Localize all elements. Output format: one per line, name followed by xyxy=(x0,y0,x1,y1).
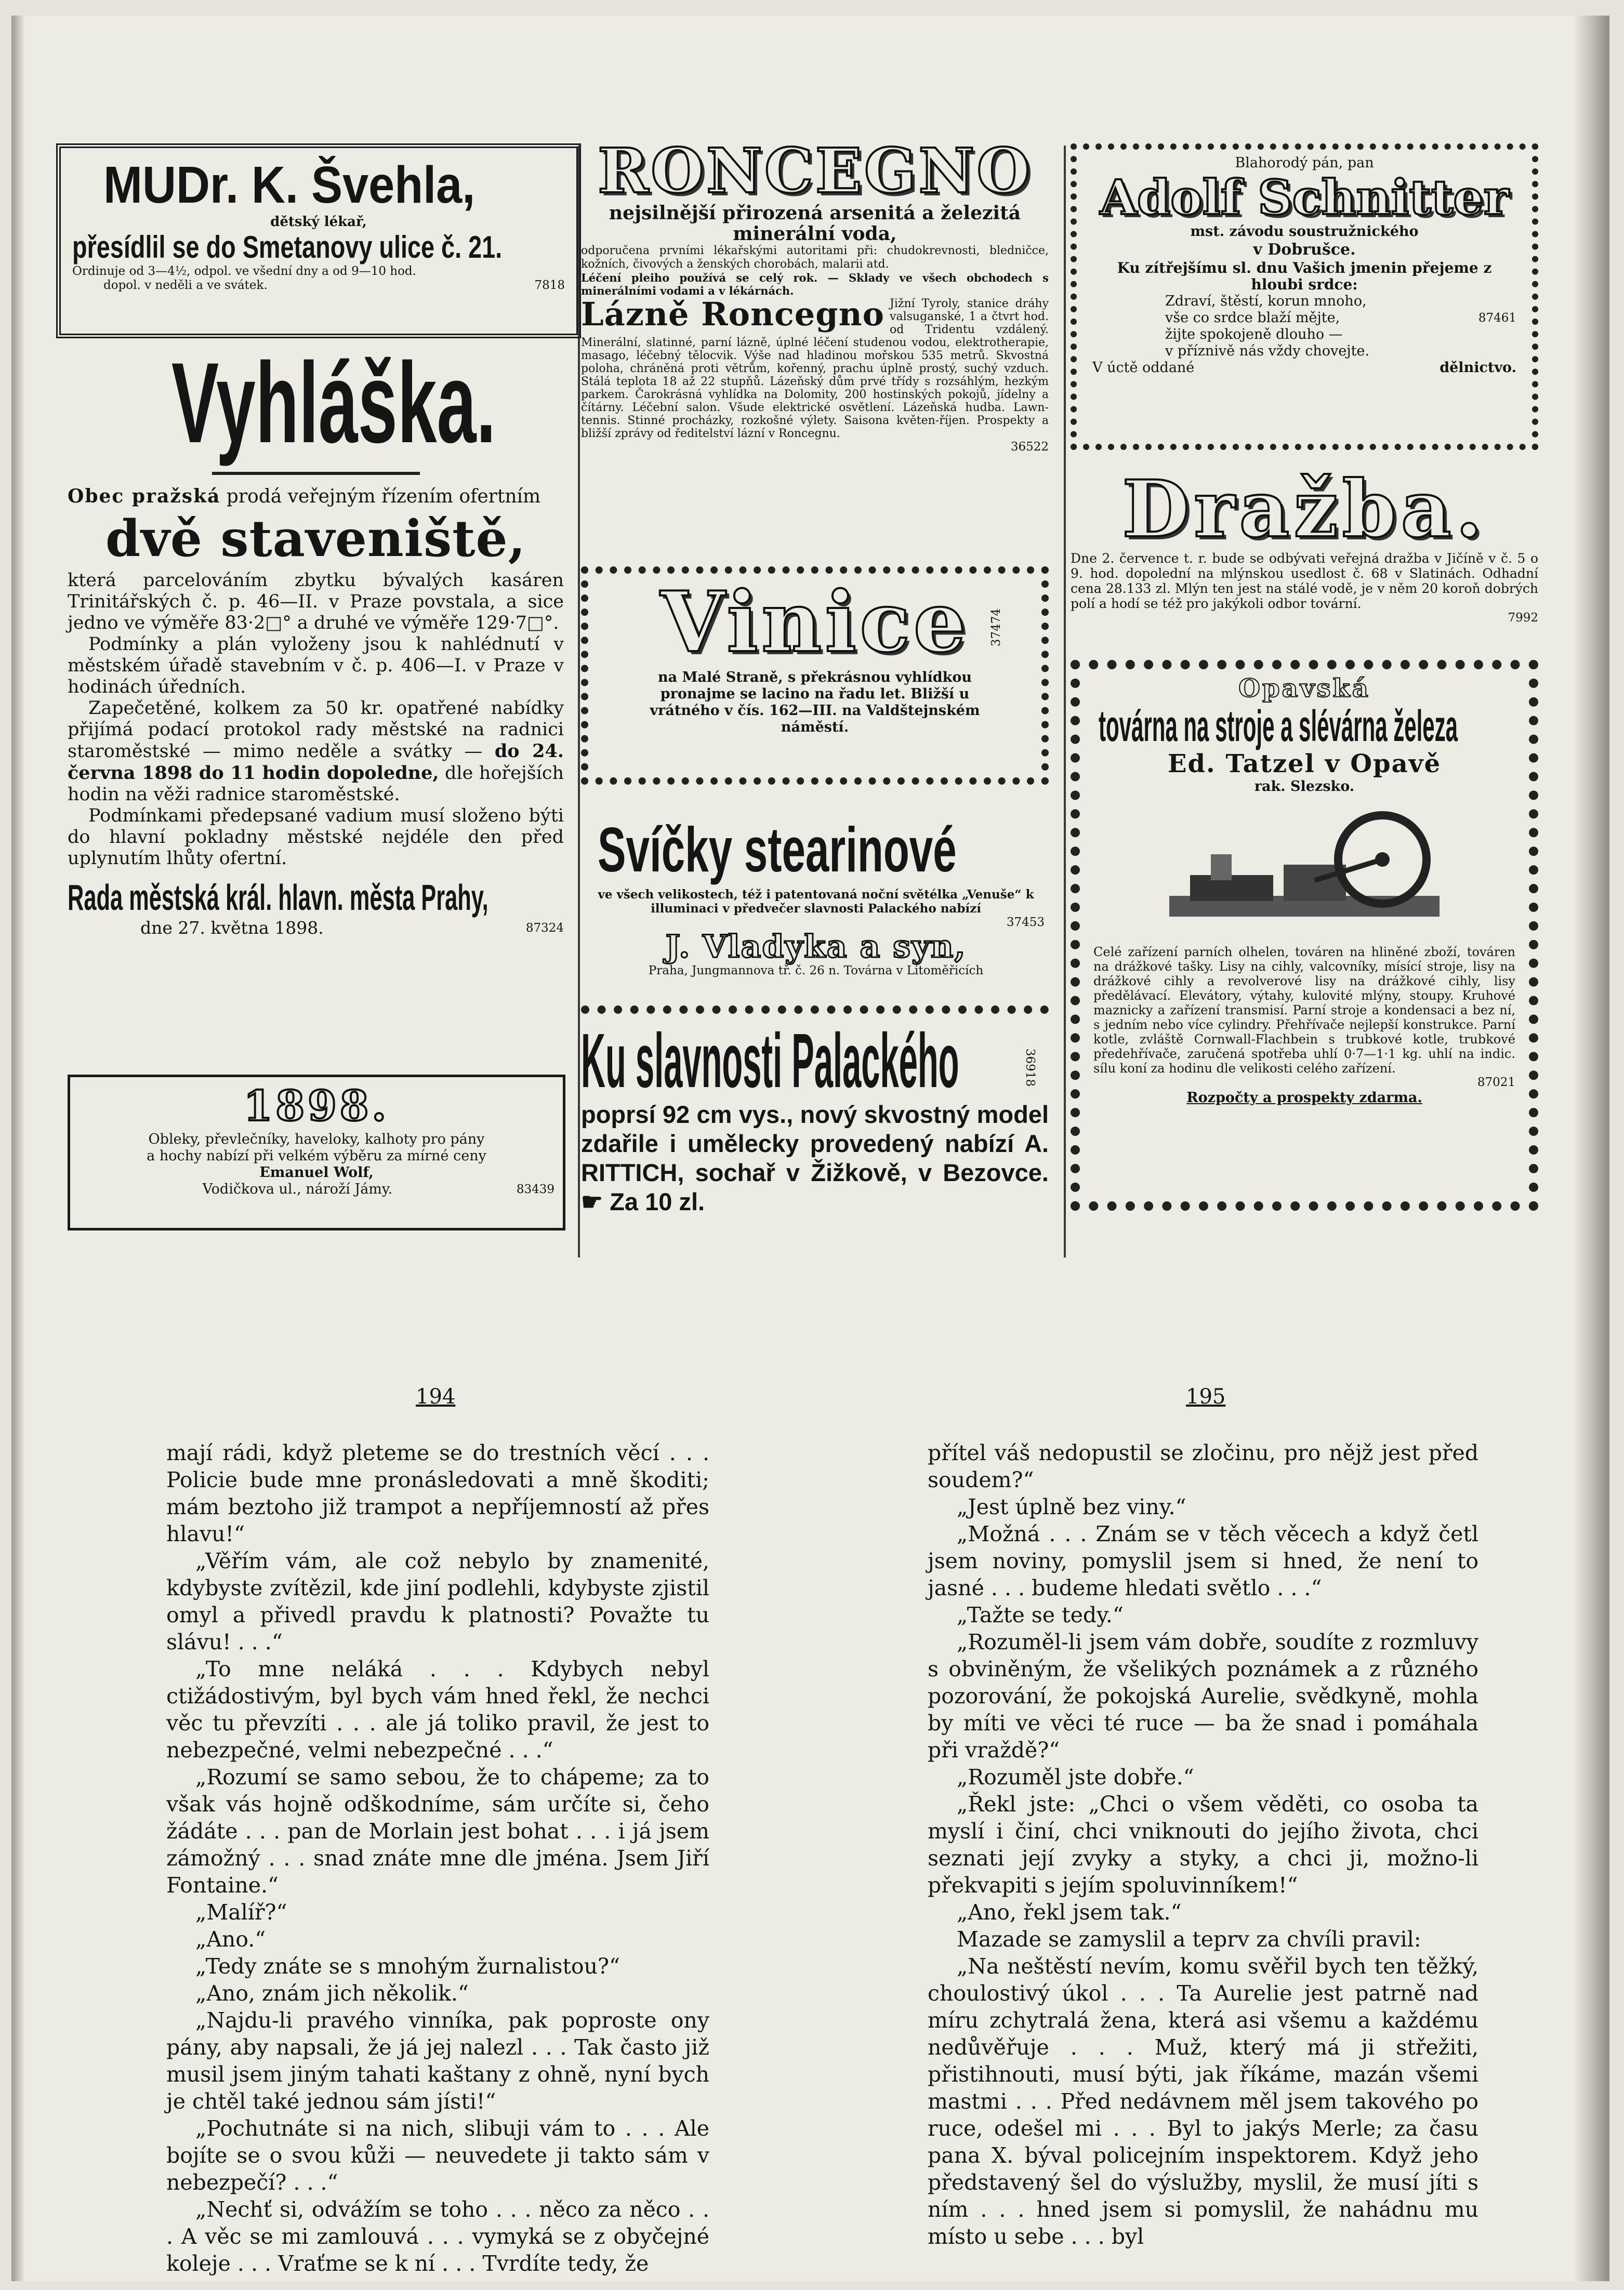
novel-left-column xyxy=(166,1439,709,2276)
novel-paragraph: „Rozuměl-li jsem vám dobře, soudíte z rozmluvy s obviněným, že všelikých poznámek a z různého pozorování, že pokojská Aurelie, svědkyně, mohla by míti ve věci té ruce — ba že snad i pomáhala při vraždě?“ xyxy=(928,1630,1478,1763)
ad-palacky-text: poprsí 92 cm vys., nový skvostný model zdařile i umělecky provedený nabízí A. RITTICH, sochař v Žižkově, v Bezovce. xyxy=(581,1101,1049,1186)
ad-svehla-hours: Ordinuje od 3—4½, odpol. ve všední dny a od 9—10 hod. xyxy=(72,264,416,278)
novel-paragraph: „Věřím vám, ale což nebylo by znamenité, kdybyste zvítězil, kde jiní podlehli, kdybyste zjistil omyl a přivedl pravdu k platnosti? Považte tu slávu! . . .“ xyxy=(166,1548,709,1654)
ad-roncegno-spa: Lázně Roncegno xyxy=(581,295,885,333)
ad-code: 36918 xyxy=(1023,1048,1037,1087)
novel-paragraph: „Rozumí se samo sebou, že to chápeme; za to však vás hojně odškodníme, sám určíte si, čeho žádáte . . . pan de Morlain jest bohat . . . i já jsem zámožný . . . snad znáte mne dle jména. Jsem Jiří Fontaine.“ xyxy=(166,1765,709,1898)
ad-vyhlaska-p3a: Zapečetěné, kolkem za 50 kr. opatřené nabídky přijímá podací protokol rady městské na radnici staroměstské — mimo neděle a svátky — xyxy=(68,698,564,762)
ad-vyhlaska-deadline: do 24. června 1898 do 11 hodin dopoledne, xyxy=(68,740,564,784)
ad-code: 87324 xyxy=(525,921,564,935)
ad-tatzel-owner: Ed. Tatzel v Opavě xyxy=(1167,749,1442,778)
ad-vinice-title: Vinice xyxy=(660,573,970,671)
ad-schnitter-verse: vše co srdce blaží mějte, xyxy=(1165,310,1340,326)
novel-paragraph: „Jest úplně bez viny.“ xyxy=(957,1494,1186,1519)
divider xyxy=(212,472,420,475)
ad-tatzel-footer: Rozpočty a prospekty zdarma. xyxy=(1186,1090,1422,1106)
novel-paragraph: „To mne neláká . . . Kdybych nebyl ctižádostivým, byl bych vám hned řekl, že nechci věc tu převzíti . . . ale já toliko pravil, že jest to nebezpečné, velmi nebezpečné . . .“ xyxy=(166,1657,709,1763)
ad-schnitter-verse: Zdraví, štěstí, korun mnoho, xyxy=(1165,293,1367,309)
novel-paragraph: „Tažte se tedy.“ xyxy=(957,1603,1124,1627)
ad-svehla-title: dětský lékař, xyxy=(270,214,367,230)
ad-vyhlaska-signature: Rada městská král. hlavn. města Prahy, xyxy=(68,877,488,918)
ad-wolf xyxy=(68,1075,565,1230)
ad-roncegno-p2: Léčení pleiho používá se celý rok. — Sklady ve všech obchodech s minerálními vodami a v lékárnách. xyxy=(581,271,1049,297)
novel-paragraph: „Ano, znám jich několik.“ xyxy=(195,1981,469,2006)
ad-code: 7992 xyxy=(1508,611,1538,625)
ad-schnitter-greeting: Ku zítřejšímu sl. dnu Vašich jmenin přejeme z hloubi srdce: xyxy=(1117,259,1492,293)
ad-vyhlaska-p2: Podmínky a plán vyloženy jsou k nahlédnutí v městském úřadě stavebním v č. p. 406—I. v Praze v hodinách úředních. xyxy=(68,634,564,697)
page-binding-shadow xyxy=(1573,16,1609,2281)
ad-svicky xyxy=(587,816,1045,1003)
ad-svehla-headline: přesídlil se do Smetanovy ulice č. 21. xyxy=(72,230,503,264)
novel-paragraph: „Najdu-li pravého vinníka, pak poproste ony pány, aby napsali, že já jej nalezl . . . Tak často již musil jsem jiným tahati kaštany z ohně, nyní bych je chtěl také jednou sám jísti!“ xyxy=(166,2008,709,2114)
novel-right-column xyxy=(928,1439,1478,2249)
ad-palacky xyxy=(581,1005,1049,1213)
ad-vyhlaska-p3c: dle hořejších hodin na věži radnice staroměstské. xyxy=(68,763,564,805)
column-rule xyxy=(1064,145,1066,1257)
ad-tatzel-region: rak. Slezsko. xyxy=(1254,778,1355,795)
ad-wolf-year: 1898. xyxy=(243,1081,390,1130)
ad-code: 7818 xyxy=(534,279,565,292)
ad-vyhlaska-title: Vyhláška. xyxy=(171,339,496,467)
ad-code: 37474 xyxy=(989,608,1003,647)
novel-paragraph: „Rozuměl jste dobře.“ xyxy=(957,1765,1194,1790)
ad-code: 87461 xyxy=(1478,311,1516,325)
ad-wolf-address: Vodičkova ul., nároží Jámy. xyxy=(202,1181,393,1197)
ad-svehla-name: MUDr. K. Švehla, xyxy=(103,156,476,214)
novel-paragraph: „Ano, řekl jsem tak.“ xyxy=(957,1900,1182,1925)
ad-wolf-text: Obleky, převlečníky, haveloky, kalhoty pro pány a hochy nabízí při velkém výběru za mírné ceny xyxy=(147,1131,486,1164)
ad-code: 37453 xyxy=(1006,916,1045,929)
novel-paragraph: „Na neštěstí nevím, komu svěřil bych ten těžký, choulostivý úkol . . . Ta Aurelie jest patrně nad míru zchytralá žena, která asi všemu a každému nedůvěřuje . . . Muž, který má ji střežiti, přistihnouti, musí býti, jak říkáme, mazán všemi mastmi . . . Před nedávnem měl jsem takového po ruce, odešel mi . . . Byl to jakýs Merle; za času pana X. býval policejním inspektorem. Když jeho představený šel do výslužby, myslil, že musí jíti s ním . . . hned jsem si pomyslil, že nahádnu mu místo u sebe . . . byl xyxy=(928,1954,1478,2249)
novel-paragraph: „Ano.“ xyxy=(195,1927,266,1952)
hand-icon: ☛ xyxy=(581,1188,603,1215)
ad-vinice xyxy=(581,566,1049,785)
ad-vyhlaska-p1: která parcelováním zbytku bývalých kasáren Trinitářských č. p. 46—II. v Praze povstala, a sice jedno ve výměře 83·2□° a druhé ve výměře 129·7□°. xyxy=(68,570,564,633)
ad-svicky-address: Praha, Jungmannova tř. č. 26 n. Továrna v Litoměřicích xyxy=(648,964,984,977)
machine-valve xyxy=(1211,854,1232,880)
ad-tatzel-top: Opavská xyxy=(1238,674,1370,703)
ad-drazba xyxy=(1071,464,1538,650)
ad-vyhlaska-intro-bold: Obec pražská xyxy=(68,485,221,507)
novel-paragraph: „Tedy znáte se s mnohým žurnalistou?“ xyxy=(195,1954,620,1979)
ad-palacky-title: Ku slavnosti Palackého xyxy=(581,1018,959,1104)
ad-svehla-hours2: dopol. v neděli a ve svátek. xyxy=(103,279,268,292)
ad-code: 87021 xyxy=(1477,1076,1515,1089)
ad-schnitter-header: Blahorodý pán, pan xyxy=(1235,155,1374,171)
ad-schnitter-name: Adolf Schnitter xyxy=(1100,169,1509,226)
ad-svicky-text: ve všech velikostech, též i patentovaná noční světélka „Venuše“ k illuminaci v předvečer slavnosti Palackého nabízí xyxy=(598,888,1034,916)
novel-paragraph: „Nechť si, odvážím se toho . . . něco za něco . . . A věc se mi zamlouvá . . . vymyká se z obyčejné koleje . . . Vraťme se k ní . . . Tvrdíte tedy, že xyxy=(166,2197,709,2276)
ad-vyhlaska-p4: Podmínkami předepsané vadium musí složeno býti do hlavní pokladny městské nejdéle den před uplynutím lhůty ofertní. xyxy=(68,805,564,869)
steam-engine-illustration xyxy=(1148,802,1460,937)
ad-drazba-text: Dne 2. července t. r. bude se odbývati veřejná dražba v Jičíně v č. 5 o 9. hod. dopolední na mlýnskou usedlost č. 68 v Slatinách. Odhadní cena 28.133 zl. Mlýn ten jest na stálé vodě, je v něm 20 koroň dobrých polí a hodí se též pro jakýkoli odbor tovární. xyxy=(1071,551,1538,611)
page-shadow-left xyxy=(11,16,25,2281)
page-number-right: 195 xyxy=(1186,1385,1226,1409)
ad-vyhlaska xyxy=(68,339,564,1068)
ad-code: 36522 xyxy=(1010,440,1049,454)
ad-drazba-title: Dražba. xyxy=(1122,464,1487,555)
ad-schnitter-role: mst. závodu soustružnického xyxy=(1190,223,1419,240)
ad-roncegno-p1: odporučena prvními lékařskými autoritami při: chudokrevnosti, bledničce, kožních, čivových a ženských chorobách, malarii atd. xyxy=(581,244,1049,271)
novel-paragraph: „Pochutnáte si na nich, slibuji vám to . . . Ale bojíte se o svou kůži — neuvedete ji takto sám v nebezpečí? . . .“ xyxy=(166,2116,709,2195)
novel-paragraph: „Malíř?“ xyxy=(195,1900,287,1925)
ad-roncegno-line1: nejsilnější přirozená arsenitá a železitá minerální voda, xyxy=(609,202,1021,245)
ad-svehla xyxy=(56,143,581,338)
ad-vyhlaska-headline: dvě staveniště, xyxy=(105,509,526,568)
ad-schnitter xyxy=(1071,143,1538,450)
ad-schnitter-verse: žijte spokojeně dlouho — xyxy=(1165,326,1343,342)
novel-paragraph: „Řekl jste: „Chci o všem věděti, co osoba ta myslí i činí, chci vniknouti do jejího života, chci seznati její zvyky a styky, a chci ji, možno-li překvapiti s jejím spoluvinníkem!“ xyxy=(928,1792,1478,1898)
ad-tatzel-text: Celé zařízení parních olhelen, továren na hliněné zboží, továren na drážkové tašky. Lisy na cihly, valcovníky, mísící stroje, lisy na drážkové cihly a revolverové lisy na drážkové cihly, lisy předělávací. Elevátory, výtahy, kulovité mlýny, stoupy. Kruhové maznicky a zařízení transmisí. Parní stroje a kondensaci a bez ní, s jedním nebo více cylindry. Přehřívače nejlepší konstrukce. Parní kotle, zvláště Cornwall-Flachbein s trubkové kotle, trubkové předehřívače, zaručená spotřeba uhlí 0·7—1·1 kg. uhlí na indic. sílu koní za hodinu dle velikosti celého zařízení. xyxy=(1093,945,1515,1076)
novel-paragraph: mají rádi, když pleteme se do trestních věcí . . . Policie bude mne pronásledovati a mně škoditi; mám beztoho již trampot a nepříjemností až přes hlavu!“ xyxy=(166,1440,709,1546)
ad-vinice-text: na Malé Straně, s překrásnou vyhlídkou pronajme se lacino na řadu let. Bližší u vrátného v čís. 162—III. na Valdštejnském náměstí. xyxy=(650,669,980,735)
ad-vyhlaska-intro: prodá veřejným řízením ofertním xyxy=(220,486,541,507)
novel-paragraph: „Možná . . . Znám se v těch věcech a když četl jsem noviny, pomyslil jsem si hned, že není to jasné . . . budeme hledati světlo . . .“ xyxy=(928,1521,1478,1600)
ad-schnitter-verse: v příznivě nás vždy chovejte. xyxy=(1165,343,1370,359)
ad-wolf-name: Emanuel Wolf, xyxy=(259,1164,374,1181)
ad-roncegno-title: RONCEGNO xyxy=(598,135,1032,207)
ad-roncegno-p3: Jižní Tyroly, stanice dráhy valsuganské, 1 a čtvrt hod. od Tridentu vzdálený. Minerální, slatinné, parní lázně, úplné léčení studenou vodou, elektrotherapie, masago, léčebný tělocvik. Výše nad hladinou mořskou 535 metrů. Skvostná poloha, chráněná proti větrům, kořenný, prachu úplně prostý, suchý vzduch. Stálá teplota 18 až 22 stupňů. Lázeňský dům prvé třídy s rozsáhlým, hezkým parkem. Čarokrásná vyhlídka na Dolomity, 200 hostinských pokojů, jídelny a čítárny. Léčební salon. Všude elektrické osvětlení. Lázeňská hudba. Lawn-tennis. Stinné procházky, rozkošné výlety. Saisona květen-říjen. Prospekty a bližší zprávy od ředitelství lázní v Roncegnu. xyxy=(581,297,1049,440)
ad-svicky-firm: J. Vladyka a syn, xyxy=(665,929,967,965)
page-number-left: 194 xyxy=(416,1385,456,1409)
ad-tatzel-headline: továrna na stroje a slévárna železa xyxy=(1099,701,1458,750)
ad-schnitter-place: v Dobrušce. xyxy=(1253,241,1356,259)
novel-paragraph: Mazade se zamyslil a teprv za chvíli pravil: xyxy=(957,1927,1421,1952)
ad-tatzel xyxy=(1071,660,1538,1211)
ad-roncegno xyxy=(581,135,1049,555)
ad-schnitter-sign: V úctě oddané xyxy=(1092,360,1195,376)
ad-vyhlaska-date: dne 27. května 1898. xyxy=(140,918,324,938)
ad-palacky-price: Za 10 zl. xyxy=(610,1188,705,1215)
ad-code: 83439 xyxy=(516,1183,554,1196)
novel-paragraph: přítel váš nedopustil se zločinu, pro nějž jest před soudem?“ xyxy=(928,1440,1478,1492)
ad-svicky-title: Svíčky stearinové xyxy=(598,814,957,885)
ad-schnitter-sign: dělnictvo. xyxy=(1440,360,1516,376)
